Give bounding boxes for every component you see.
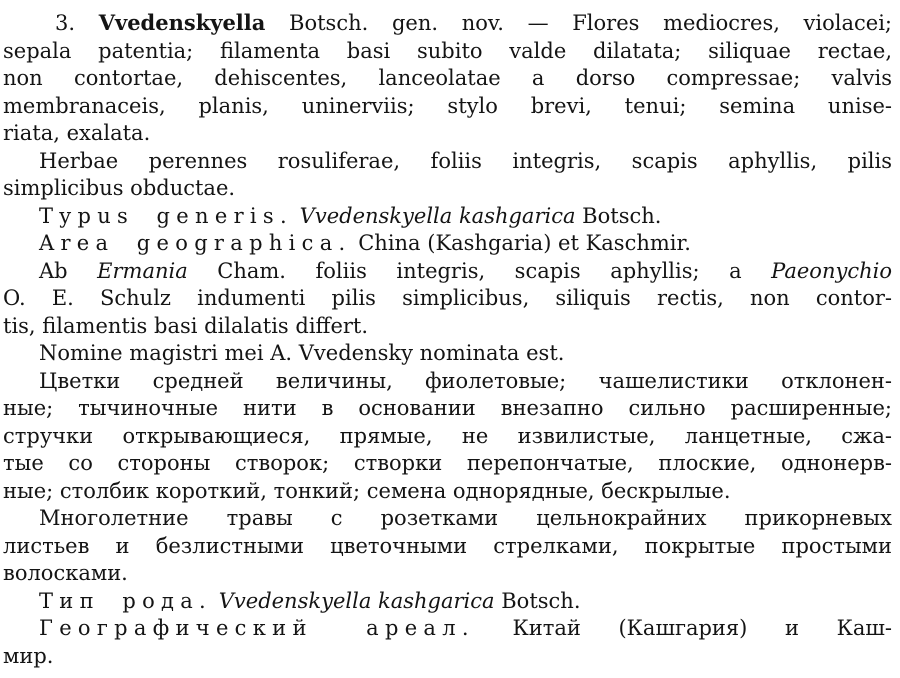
text-line xyxy=(3,368,892,396)
text-line xyxy=(3,560,892,588)
text-line xyxy=(3,505,892,533)
text-line xyxy=(3,615,892,643)
text-line xyxy=(3,175,892,203)
paragraph xyxy=(3,588,892,616)
text-run: Vvedenskyella kashgarica xyxy=(218,588,495,613)
text-line xyxy=(3,258,892,286)
text-line xyxy=(3,643,892,671)
text-run: тые со стороны створок; створки перепончатые, плоские, однонерв- xyxy=(3,451,892,475)
text-run: simplicibus obductae. xyxy=(3,176,236,200)
text-run: Herbae perennes rosuliferae, foliis integris, scapis aphyllis, pilis xyxy=(39,148,892,173)
text-run: Nomine magistri mei A. Vvedensky nominata est. xyxy=(39,341,565,365)
text-line xyxy=(3,93,892,121)
text-run: стручки открывающиеся, прямые, не извилистые, ланцетные, сжа- xyxy=(3,423,892,448)
text-run: riata, exalata. xyxy=(3,121,151,145)
paragraph xyxy=(3,505,892,588)
text-line xyxy=(3,148,892,176)
text-line xyxy=(3,9,892,38)
text-line xyxy=(3,478,892,506)
paragraph xyxy=(3,230,892,258)
text-run: sepala patentia; filamenta basi subito valde dilatata; siliquae rectae, xyxy=(3,38,892,63)
text-run: membranaceis, planis, uninerviis; stylo brevi, tenui; semina unise- xyxy=(3,93,892,118)
text-line xyxy=(3,120,892,148)
text-run: tis, filamentis basi dilalatis differt. xyxy=(3,313,369,338)
text-run: 3. xyxy=(55,11,99,35)
text-line xyxy=(3,230,892,258)
text-run xyxy=(293,204,300,228)
text-run: Vvedenskyella kashgarica xyxy=(299,203,576,228)
text-run: Botsch. xyxy=(575,203,662,228)
text-run: Многолетние травы с розетками цельнокрайних прикорневых xyxy=(39,506,892,530)
text-run: Цветки средней величины, фиолетовые; чашелистики отклонен- xyxy=(39,368,892,393)
paragraph xyxy=(3,203,892,231)
text-run: Botsch. xyxy=(494,588,581,613)
paragraph xyxy=(3,340,892,368)
document-text xyxy=(3,9,892,670)
text-line xyxy=(3,65,892,93)
text-run: Тип рода. xyxy=(39,588,213,613)
text-run: Typus generis. xyxy=(39,203,293,228)
text-run: China (Kashgaria) et Kaschmir. xyxy=(351,231,691,255)
text-line xyxy=(3,533,892,561)
text-run: листьев и безлистными цветочными стрелками, покрытые простыми xyxy=(3,533,892,558)
text-run: non contortae, dehiscentes, lanceolatae a dorso compressae; valvis xyxy=(3,66,892,90)
text-line xyxy=(3,38,892,66)
text-run: Ab xyxy=(39,258,98,283)
text-run: мир. xyxy=(3,643,54,668)
text-line xyxy=(3,340,892,368)
text-line xyxy=(3,313,892,341)
text-run: Географический ареал. xyxy=(39,616,475,640)
paragraph xyxy=(3,615,892,670)
text-run xyxy=(212,589,219,613)
text-run: волосками. xyxy=(3,561,128,585)
paragraph xyxy=(3,368,892,506)
text-run: Cham. foliis integris, scapis aphyllis; a xyxy=(187,258,772,283)
paragraph xyxy=(3,148,892,203)
text-run: Ermania xyxy=(97,258,188,283)
text-run: ные; столбик короткий, тонкий; семена однорядные, бескрылые. xyxy=(3,478,731,503)
text-line xyxy=(3,285,892,313)
text-run: O. E. Schulz indumenti pilis simplicibus, siliquis rectis, non contor- xyxy=(3,286,892,310)
text-run: Area geographica. xyxy=(39,231,352,255)
paragraph xyxy=(3,9,892,148)
text-run: Paeonychio xyxy=(771,258,892,283)
text-run: ные; тычиночные нити в основании внезапно сильно расширенные; xyxy=(3,396,892,420)
paragraph xyxy=(3,258,892,341)
text-run: Китай (Кашгария) и Каш- xyxy=(474,616,892,640)
text-line xyxy=(3,588,892,616)
text-run: Botsch. gen. nov. — Flores mediocres, violacei; xyxy=(265,11,892,35)
text-line xyxy=(3,395,892,423)
text-line xyxy=(3,423,892,451)
text-line xyxy=(3,203,892,231)
text-run: Vvedenskyella xyxy=(98,10,266,35)
text-line xyxy=(3,450,892,478)
